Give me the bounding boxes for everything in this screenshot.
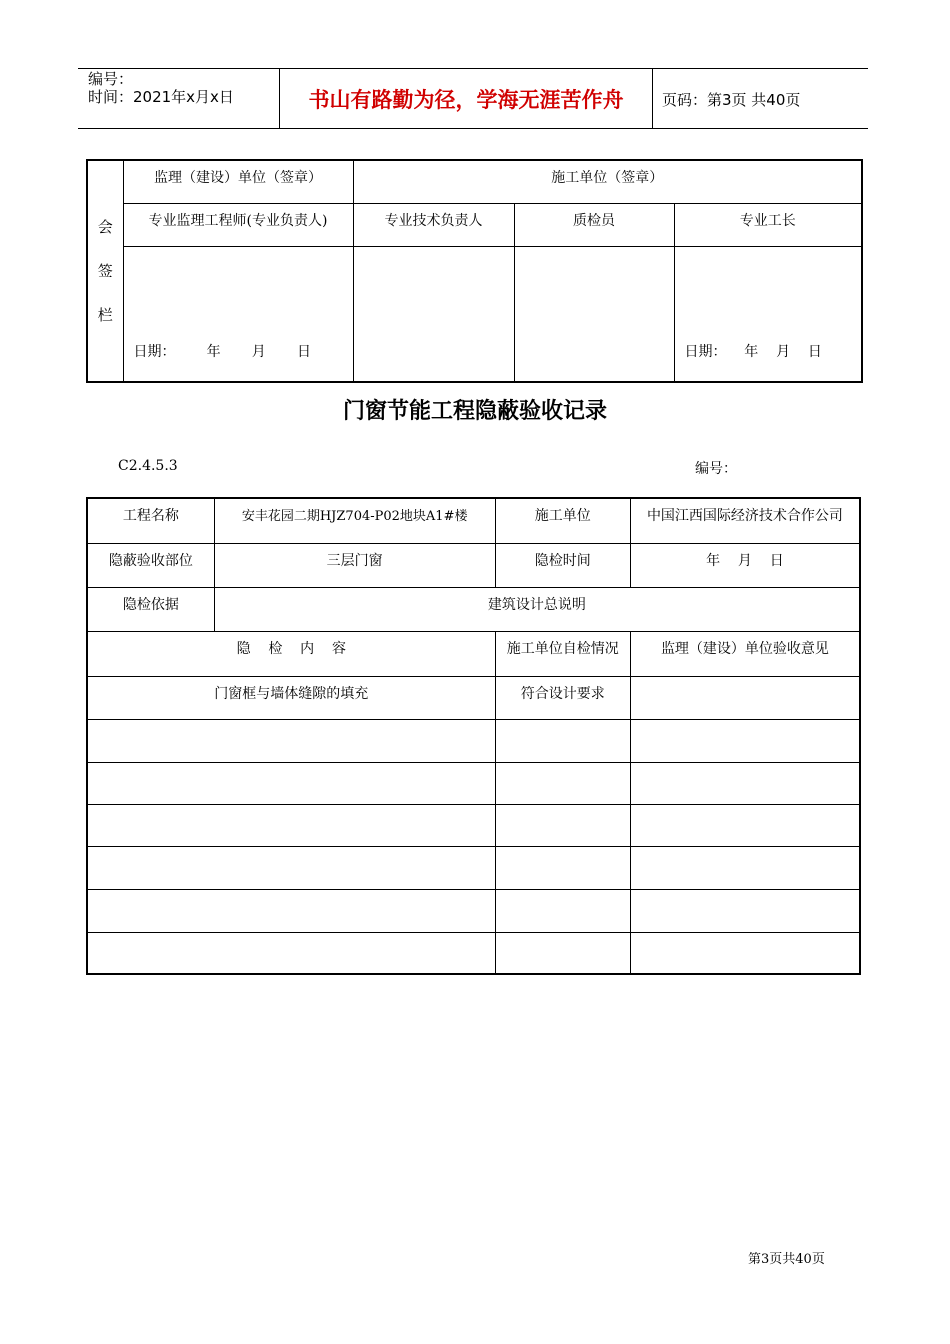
header-page-info: 页码：第3页 共40页 [662,91,801,109]
row-content [87,889,495,932]
row-opinion [630,804,860,846]
row-self-check [495,889,630,932]
form-title: 门窗节能工程隐蔽验收记录 [342,399,607,424]
row-opinion [630,719,860,762]
row-self-check [495,719,630,762]
row-content [87,804,495,846]
contractor-label: 施工单位 [495,498,630,543]
signature-date-left: 日期： 年 月 日 [123,246,353,382]
header-number-label: 编号： [88,70,134,88]
header-motto: 书山有路勤为径，学海无涯苦作舟 [308,88,624,112]
project-name-value: 安丰花园二期HJZ704-P02地块A1#楼 [214,498,495,543]
row-opinion [630,889,860,932]
col-header-self-check: 施工单位自检情况 [495,631,630,676]
side-char: 会 [97,218,113,236]
table-row [87,846,860,889]
table-row [87,889,860,932]
supervisor-unit-cell: 监理（建设）单位（签章） [123,160,353,203]
row-self-check [495,932,630,974]
header-bottom-rule [78,128,868,129]
row-content [87,846,495,889]
side-char: 栏 [97,306,113,324]
row-self-check [495,846,630,889]
row-content: 门窗框与墙体缝隙的填充 [87,676,495,719]
time-value: 年 月 日 [630,543,860,587]
part-label: 隐蔽验收部位 [87,543,214,587]
signoff-side-label [87,160,123,382]
table-row [87,804,860,846]
row-self-check [495,804,630,846]
table-row [87,932,860,974]
col-header-supervisor-opinion: 监理（建设）单位验收意见 [630,631,860,676]
row-content [87,719,495,762]
role-foreman: 专业工长 [674,203,862,246]
table-row [87,676,860,719]
signature-box-inspector [514,246,674,382]
signature-box-tech [353,246,514,382]
role-inspector: 质检员 [514,203,674,246]
signature-date-right: 日期： 年 月 日 [674,246,862,382]
table-row [87,719,860,762]
record-table [86,497,861,975]
project-name-label: 工程名称 [87,498,214,543]
role-supervisor-engineer: 专业监理工程师(专业负责人) [123,203,353,246]
signoff-table [86,159,863,383]
row-self-check [495,762,630,804]
form-code: C2.4.5.3 [118,458,178,474]
row-opinion [630,762,860,804]
part-value: 三层门窗 [214,543,495,587]
footer-page-number: 第3页共40页 [748,1252,825,1267]
header-meta [88,70,234,106]
time-label: 隐检时间 [495,543,630,587]
construction-unit-cell: 施工单位（签章） [353,160,862,203]
header-divider-right [652,68,653,129]
contractor-value: 中国江西国际经济技术合作公司 [630,498,860,543]
role-tech-lead: 专业技术负责人 [353,203,514,246]
col-header-content: 隐 检 内 容 [87,631,495,676]
table-row [87,762,860,804]
row-opinion [630,846,860,889]
row-opinion [630,676,860,719]
basis-label: 隐检依据 [87,587,214,631]
row-content [87,932,495,974]
row-self-check: 符合设计要求 [495,676,630,719]
row-opinion [630,932,860,974]
form-number-label: 编号： [695,461,737,477]
basis-value: 建筑设计总说明 [214,587,860,631]
side-char: 签 [97,262,113,280]
row-content [87,762,495,804]
header-time: 时间：2021年x月x日 [88,88,234,106]
header-top-rule [78,68,868,69]
